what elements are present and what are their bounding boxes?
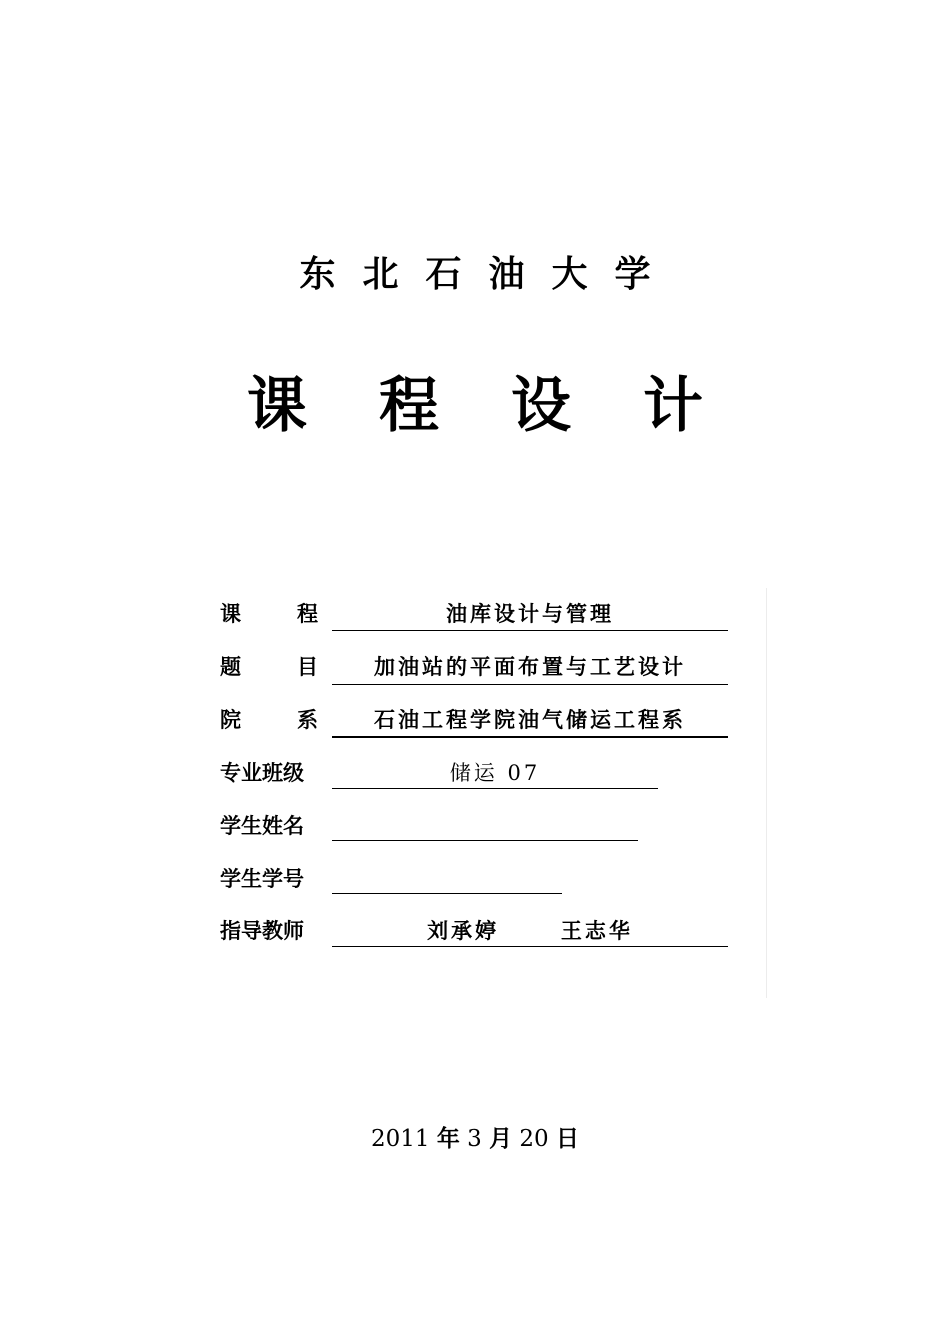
- field-advisor-label: 指导教师: [220, 918, 304, 943]
- field-course-label: 课 程: [220, 601, 318, 626]
- field-class-value: 储运 07: [449, 761, 541, 785]
- date-month: 3: [467, 1126, 482, 1152]
- date-month-unit: 月: [489, 1125, 513, 1152]
- field-student-name-label: 学生姓名: [220, 813, 304, 838]
- field-topic-underline: [332, 684, 728, 685]
- date-day: 20: [519, 1126, 549, 1152]
- field-department-underline: [332, 736, 728, 738]
- document-date: [0, 1124, 950, 1154]
- date-day-unit: 日: [556, 1125, 580, 1152]
- field-advisor-value: 刘承婷 王志华: [427, 918, 633, 943]
- date-year: 2011: [370, 1126, 430, 1152]
- field-student-name-underline: [332, 840, 638, 841]
- field-class-underline: [332, 788, 658, 789]
- field-student-id-label: 学生学号: [220, 866, 304, 891]
- field-department-value: 石油工程学院油气储运工程系: [374, 707, 686, 732]
- page-guide-line: [766, 588, 767, 998]
- field-class-label: 专业班级: [220, 760, 304, 785]
- date-year-unit: 年: [436, 1125, 460, 1152]
- field-topic-label: 题 目: [220, 654, 318, 679]
- field-course-underline: [332, 630, 728, 631]
- field-advisor-underline: [332, 946, 728, 947]
- field-course-value: 油库设计与管理: [446, 601, 614, 626]
- document-title: 课程设计: [247, 371, 775, 441]
- university-name: 东北石油大学: [299, 253, 678, 295]
- field-topic-value: 加油站的平面布置与工艺设计: [374, 654, 686, 679]
- field-department-label: 院 系: [220, 707, 318, 732]
- field-student-id-underline: [332, 893, 562, 894]
